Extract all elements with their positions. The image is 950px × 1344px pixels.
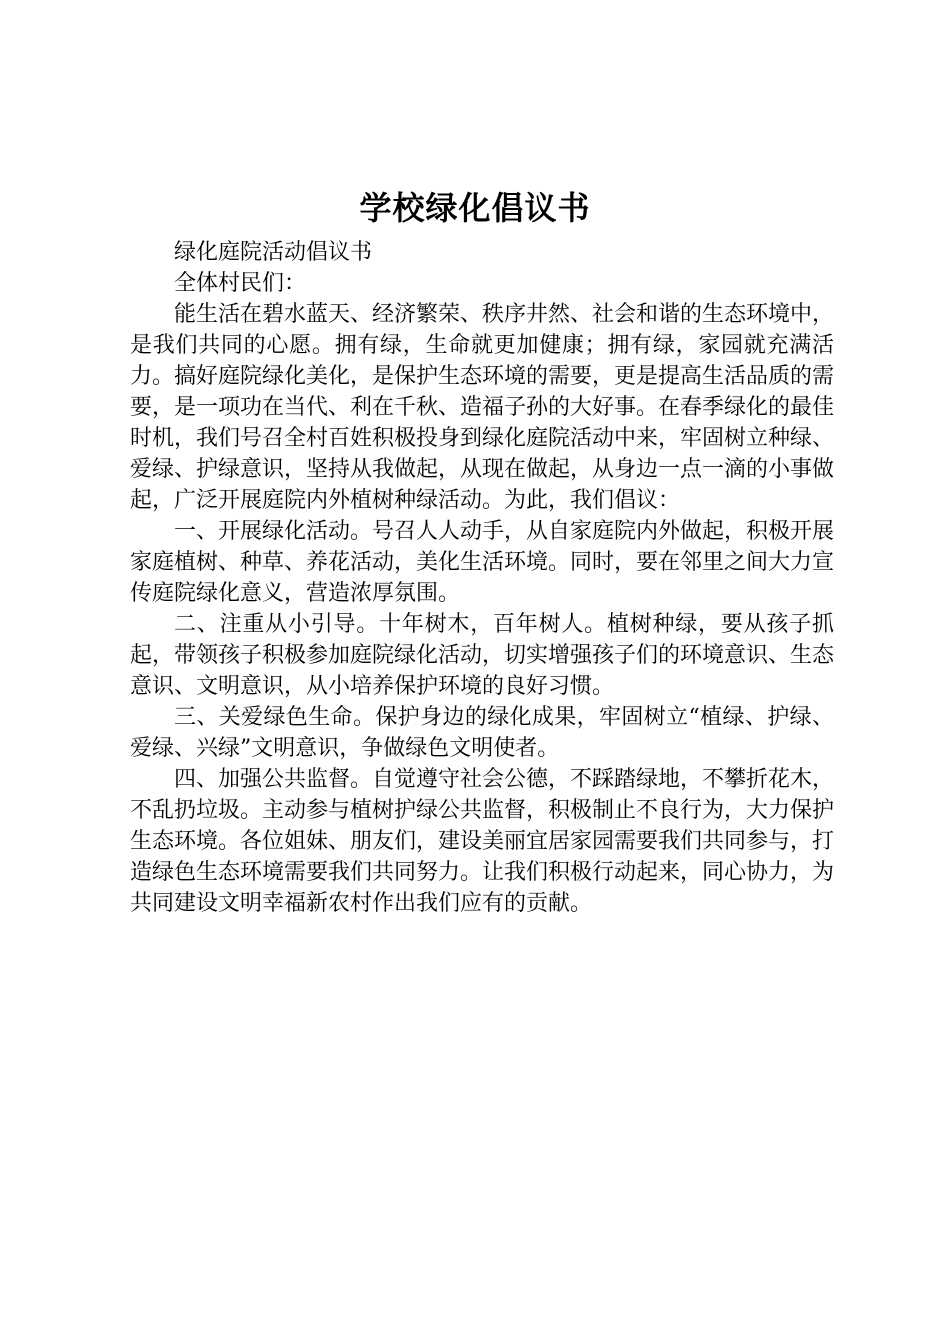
proposal-2-paragraph: 二、注重从小引导。十年树木，百年树人。植树种绿，要从孩子抓起，带领孩子积极参加庭院绿化活动，切实增强孩子们的环境意识、生态意识、文明意识，从小培养保护环境的良好习惯。 [130, 612, 835, 699]
document-body [130, 237, 834, 919]
proposal-1-paragraph: 一、开展绿化活动。号召人人动手，从自家庭院内外做起，积极开展家庭植树、种草、养花活动，美化生活环境。同时，要在邻里之间大力宣传庭院绿化意义，营造浓厚氛围。 [130, 519, 835, 606]
proposal-4-paragraph: 四、加强公共监督。自觉遵守社会公德，不踩踏绿地，不攀折花木，不乱扔垃圾。主动参与植树护绿公共监督，积极制止不良行为，大力保护生态环境。各位姐妹、朋友们，建设美丽宜居家园需要我们共同参与，打造绿色生态环境需要我们共同努力。让我们积极行动起来，同心协力，为共同建设文明幸福新农村作出我们应有的贡献。 [130, 767, 835, 916]
intro-paragraph: 能生活在碧水蓝天、经济繁荣、秩序井然、社会和谐的生态环境中，是我们共同的心愿。拥有绿，生命就更加健康；拥有绿，家园就充满活力。搞好庭院绿化美化，是保护生态环境的需要，更是提高生活品质的需要，是一项功在当代、利在千秋、造福子孙的大好事。在春季绿化的最佳时机，我们号召全村百姓积极投身到绿化庭院活动中来，牢固树立种绿、爱绿、护绿意识，坚持从我做起，从现在做起，从身边一点一滴的小事做起，广泛开展庭院内外植树种绿活动。为此，我们倡议： [130, 302, 835, 513]
subtitle-paragraph: 绿化庭院活动倡议书 [174, 240, 373, 265]
page-title: 学校绿化倡议书 [359, 189, 591, 227]
salutation-paragraph: 全体村民们： [174, 271, 307, 296]
proposal-3-paragraph: 三、关爱绿色生命。保护身边的绿化成果，牢固树立“植绿、护绿、爱绿、兴绿”文明意识，争做绿色文明使者。 [130, 705, 834, 761]
